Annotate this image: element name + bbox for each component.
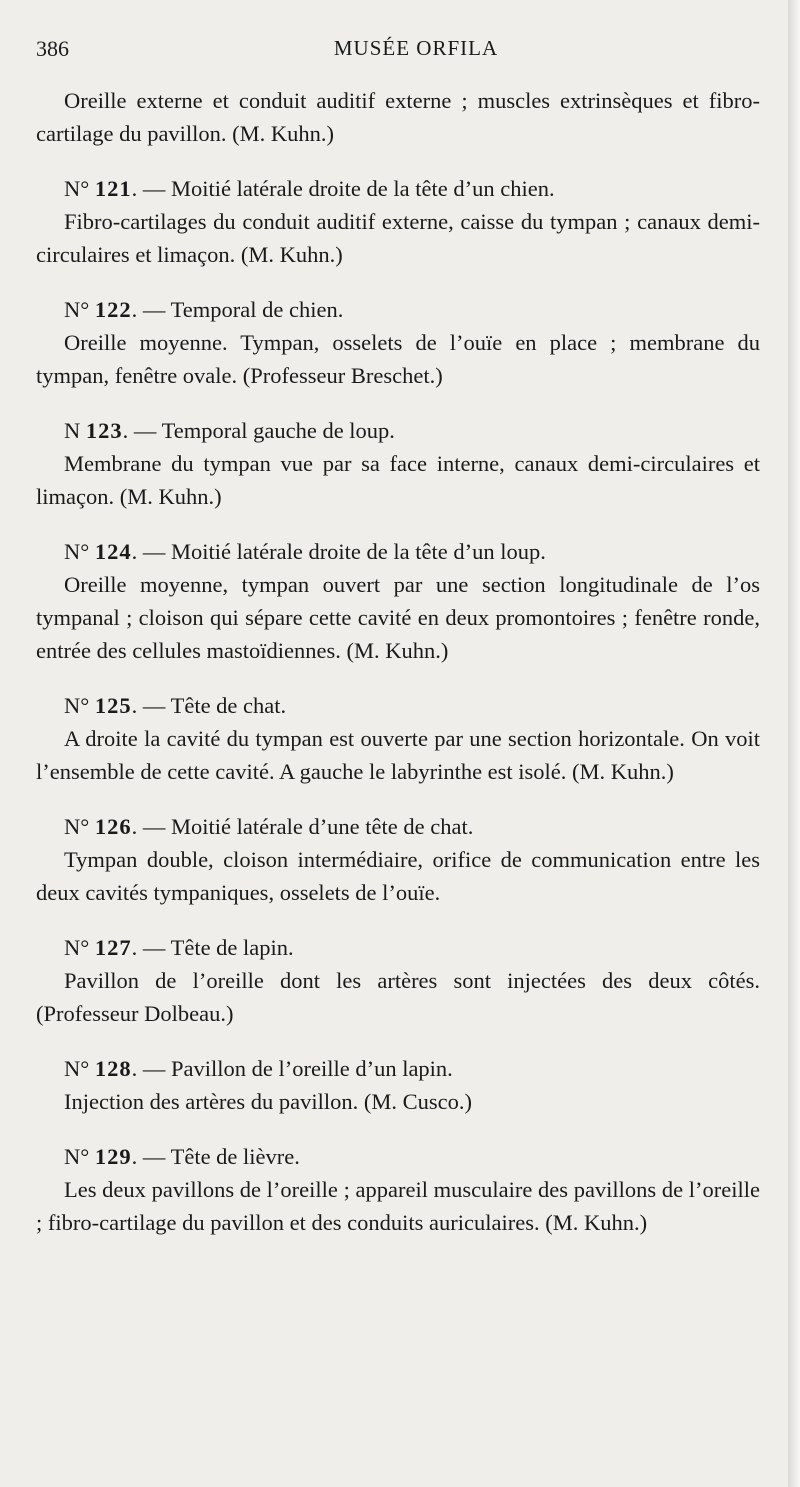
- catalog-entry: [36, 689, 760, 788]
- entry-description: Oreille moyenne, tympan ouvert par une section longitudinale de l’os tympanal ; cloison qui sépare cette cavité en deux promontoires ; fenêtre ronde, entrée des cellules mastoïdiennes. (M. Kuhn.): [36, 572, 760, 663]
- entry-title: . — Tête de lièvre.: [131, 1144, 300, 1169]
- catalog-entry: [36, 1052, 760, 1118]
- catalog-entry: [36, 810, 760, 909]
- entry-heading: [36, 1140, 760, 1173]
- page-edge: [788, 0, 800, 1487]
- entry-prefix: N°: [64, 297, 90, 322]
- entry-heading: [36, 810, 760, 843]
- entry-prefix: N°: [64, 1144, 90, 1169]
- continued-paragraph: Oreille externe et conduit auditif externe ; muscles extrinsèques et fibro-cartilage du pavillon. (M. Kuhn.): [36, 88, 760, 146]
- entry-heading: [36, 689, 760, 722]
- entry-prefix: N: [64, 418, 81, 443]
- catalog-entry: [36, 293, 760, 392]
- page-number: 386: [36, 36, 69, 61]
- entry-number: 125: [94, 693, 132, 718]
- entry-title: . — Moitié latérale d’une tête de chat.: [131, 814, 474, 839]
- entry-prefix: N°: [64, 1056, 90, 1081]
- catalog-entry: [36, 1140, 760, 1239]
- entry-prefix: N°: [64, 935, 90, 960]
- entry-title: . — Moitié latérale droite de la tête d’un loup.: [131, 539, 546, 564]
- entry-description: Membrane du tympan vue par sa face interne, canaux demi-circulaires et limaçon. (M. Kuhn.): [36, 451, 760, 509]
- entry-description: Les deux pavillons de l’oreille ; appareil musculaire des pavillons de l’oreille ; fibro-cartilage du pavillon et des conduits auriculaires. (M. Kuhn.): [36, 1177, 760, 1235]
- catalog-text: [36, 84, 760, 1261]
- entry-prefix: N°: [64, 176, 90, 201]
- running-title: MUSÉE ORFILA: [333, 36, 499, 60]
- entry-heading: [36, 293, 760, 326]
- entry-heading: [36, 1052, 760, 1085]
- entry-title: . — Pavillon de l’oreille d’un lapin.: [131, 1056, 453, 1081]
- entry-number: 129: [94, 1144, 132, 1169]
- entry-title: . — Temporal gauche de loup.: [122, 418, 395, 443]
- entry-heading: [36, 414, 760, 447]
- entry-prefix: N°: [64, 693, 90, 718]
- entry-prefix: N°: [64, 539, 90, 564]
- entry-title: . — Moitié latérale droite de la tête d’un chien.: [131, 176, 555, 201]
- catalog-entry: [36, 172, 760, 271]
- entry-prefix: N°: [64, 814, 90, 839]
- entry-description: Tympan double, cloison intermédiaire, orifice de communication entre les deux cavités tympaniques, osselets de l’ouïe.: [36, 847, 760, 905]
- entry-description: Oreille moyenne. Tympan, osselets de l’ouïe en place ; membrane du tympan, fenêtre ovale. (Professeur Breschet.): [36, 330, 760, 388]
- entry-number: 123: [85, 418, 123, 443]
- entry-description: Pavillon de l’oreille dont les artères sont injectées des deux côtés. (Professeur Dolbeau.): [36, 968, 760, 1026]
- entry-heading: [36, 931, 760, 964]
- catalog-entry: [36, 931, 760, 1030]
- entry-title: . — Temporal de chien.: [131, 297, 344, 322]
- entry-title: . — Tête de chat.: [131, 693, 287, 718]
- entry-number: 127: [94, 935, 132, 960]
- entry-number: 126: [94, 814, 132, 839]
- catalog-entry: [36, 414, 760, 513]
- entry-title: . — Tête de lapin.: [131, 935, 294, 960]
- entry-number: 124: [94, 539, 132, 564]
- entry-description: Fibro-cartilages du conduit auditif externe, caisse du tympan ; canaux demi-circulaires et limaçon. (M. Kuhn.): [36, 209, 760, 267]
- entry-description: Injection des artères du pavillon. (M. Cusco.): [64, 1089, 473, 1114]
- entry-heading: [36, 172, 760, 205]
- page-header: [36, 30, 766, 70]
- entry-heading: [36, 535, 760, 568]
- entry-description: A droite la cavité du tympan est ouverte par une section horizontale. On voit l’ensemble de cette cavité. A gauche le labyrinthe est isolé. (M. Kuhn.): [36, 726, 760, 784]
- entry-number: 121: [94, 176, 132, 201]
- catalog-entry: [36, 535, 760, 667]
- entry-number: 128: [94, 1056, 132, 1081]
- entry-number: 122: [94, 297, 132, 322]
